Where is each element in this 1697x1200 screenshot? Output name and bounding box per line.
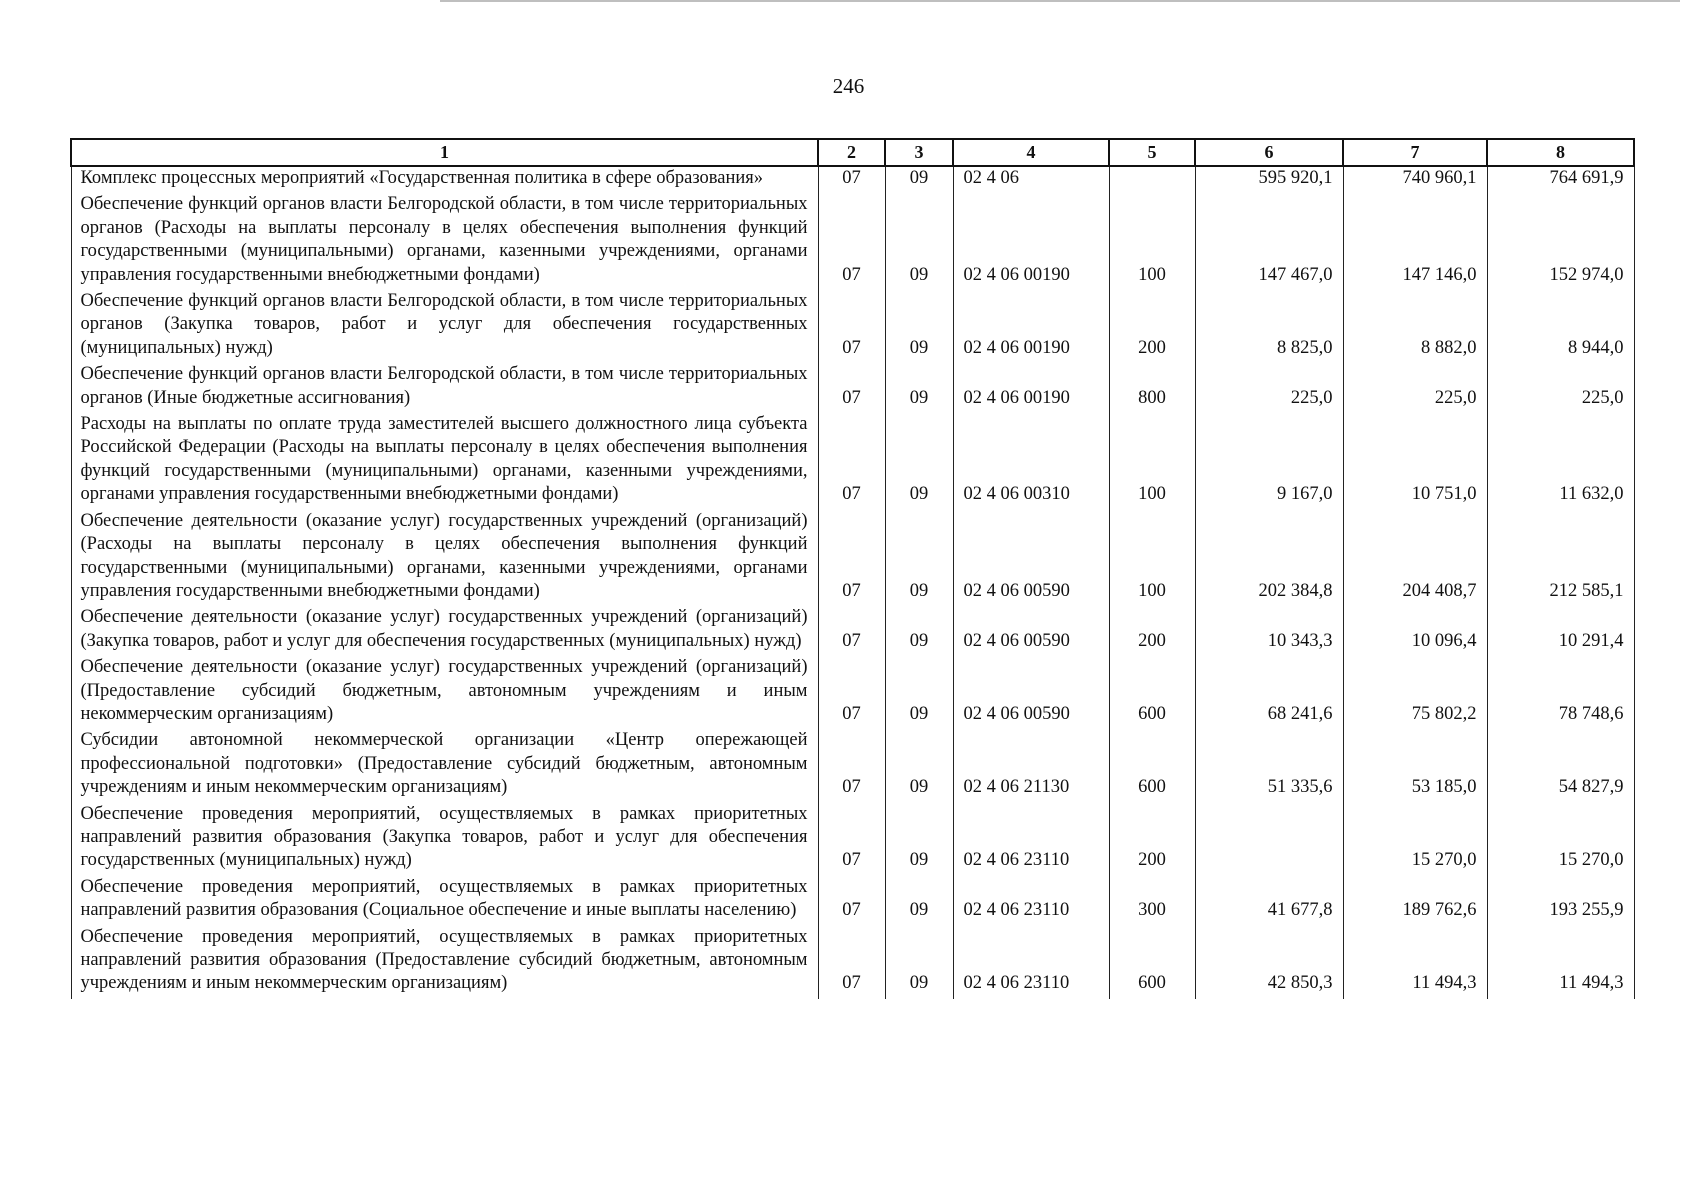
- target-article-code: 02 4 06 00590: [953, 656, 1109, 729]
- section-code: 07: [818, 803, 885, 876]
- amount-col-7: 15 270,0: [1343, 803, 1487, 876]
- expense-type-code: 800: [1109, 363, 1195, 413]
- expense-type-code: 600: [1109, 656, 1195, 729]
- header-cell: 8: [1487, 139, 1634, 166]
- section-code: 07: [818, 413, 885, 510]
- section-code: 07: [818, 193, 885, 290]
- table-row: [71, 166, 1634, 193]
- table-row: [71, 876, 1634, 926]
- expense-type-code: 100: [1109, 193, 1195, 290]
- target-article-code: 02 4 06 00190: [953, 193, 1109, 290]
- amount-col-7: 10 096,4: [1343, 606, 1487, 656]
- amount-col-6: 147 467,0: [1195, 193, 1343, 290]
- amount-col-6: 595 920,1: [1195, 166, 1343, 193]
- amount-col-6: [1195, 803, 1343, 876]
- page-number: 246: [832, 74, 865, 98]
- target-article-code: 02 4 06: [953, 166, 1109, 193]
- row-description: Обеспечение проведения мероприятий, осуществляемых в рамках приоритетных направлений развития образования (Предоставление субсидий бюджетным, автономным учреждениям и иным некоммерческим организациям): [71, 926, 818, 999]
- subsection-code: 09: [885, 193, 953, 290]
- header-cell: 6: [1195, 139, 1343, 166]
- subsection-code: 09: [885, 729, 953, 802]
- table-row: [71, 803, 1634, 876]
- expense-type-code: [1109, 166, 1195, 193]
- amount-col-8: 15 270,0: [1487, 803, 1634, 876]
- amount-col-6: 9 167,0: [1195, 413, 1343, 510]
- amount-col-7: 11 494,3: [1343, 926, 1487, 999]
- expense-type-code: 100: [1109, 413, 1195, 510]
- section-code: 07: [818, 510, 885, 607]
- header-cell: 5: [1109, 139, 1195, 166]
- amount-col-6: 68 241,6: [1195, 656, 1343, 729]
- row-description: Обеспечение деятельности (оказание услуг) государственных учреждений (организаций) (Расходы на выплаты персоналу в целях обеспечения выполнения функций государственными (муниципальными) органами, казенными учреждениями, органами управления государственными внебюджетными фондами): [71, 510, 818, 607]
- table-row: [71, 656, 1634, 729]
- row-description: Обеспечение проведения мероприятий, осуществляемых в рамках приоритетных направлений развития образования (Социальное обеспечение и иные выплаты населению): [71, 876, 818, 926]
- amount-col-7: 10 751,0: [1343, 413, 1487, 510]
- section-code: 07: [818, 926, 885, 999]
- subsection-code: 09: [885, 656, 953, 729]
- row-description: Субсидии автономной некоммерческой организации «Центр опережающей профессиональной подготовки» (Предоставление субсидий бюджетным, автономным учреждениям и иным некоммерческим организациям): [71, 729, 818, 802]
- amount-col-7: 8 882,0: [1343, 290, 1487, 363]
- row-description: Комплекс процессных мероприятий «Государственная политика в сфере образования»: [71, 166, 818, 193]
- subsection-code: 09: [885, 510, 953, 607]
- section-code: 07: [818, 606, 885, 656]
- table-row: [71, 926, 1634, 999]
- amount-col-7: 204 408,7: [1343, 510, 1487, 607]
- target-article-code: 02 4 06 23110: [953, 876, 1109, 926]
- expense-type-code: 200: [1109, 606, 1195, 656]
- budget-table: [70, 138, 1635, 999]
- target-article-code: 02 4 06 21130: [953, 729, 1109, 802]
- expense-type-code: 200: [1109, 803, 1195, 876]
- amount-col-6: 8 825,0: [1195, 290, 1343, 363]
- expense-type-code: 300: [1109, 876, 1195, 926]
- table-row: [71, 363, 1634, 413]
- table-header-row: [71, 139, 1634, 166]
- subsection-code: 09: [885, 876, 953, 926]
- amount-col-7: 189 762,6: [1343, 876, 1487, 926]
- subsection-code: 09: [885, 363, 953, 413]
- amount-col-7: 53 185,0: [1343, 729, 1487, 802]
- amount-col-8: 11 494,3: [1487, 926, 1634, 999]
- target-article-code: 02 4 06 23110: [953, 926, 1109, 999]
- amount-col-7: 225,0: [1343, 363, 1487, 413]
- row-description: Обеспечение проведения мероприятий, осуществляемых в рамках приоритетных направлений развития образования (Закупка товаров, работ и услуг для обеспечения государственных (муниципальных) нужд): [71, 803, 818, 876]
- table-row: [71, 193, 1634, 290]
- table-row: [71, 606, 1634, 656]
- subsection-code: 09: [885, 926, 953, 999]
- amount-col-6: 202 384,8: [1195, 510, 1343, 607]
- amount-col-8: 152 974,0: [1487, 193, 1634, 290]
- amount-col-7: 147 146,0: [1343, 193, 1487, 290]
- target-article-code: 02 4 06 00590: [953, 606, 1109, 656]
- header-cell: 7: [1343, 139, 1487, 166]
- table-row: [71, 729, 1634, 802]
- target-article-code: 02 4 06 00310: [953, 413, 1109, 510]
- table-row: [71, 413, 1634, 510]
- header-cell: 2: [818, 139, 885, 166]
- amount-col-6: 51 335,6: [1195, 729, 1343, 802]
- subsection-code: 09: [885, 290, 953, 363]
- section-code: 07: [818, 876, 885, 926]
- expense-type-code: 600: [1109, 729, 1195, 802]
- amount-col-8: 212 585,1: [1487, 510, 1634, 607]
- section-code: 07: [818, 290, 885, 363]
- target-article-code: 02 4 06 00190: [953, 290, 1109, 363]
- amount-col-8: 10 291,4: [1487, 606, 1634, 656]
- scan-top-rule: [440, 0, 1680, 2]
- section-code: 07: [818, 363, 885, 413]
- amount-col-6: 41 677,8: [1195, 876, 1343, 926]
- amount-col-7: 740 960,1: [1343, 166, 1487, 193]
- section-code: 07: [818, 166, 885, 193]
- section-code: 07: [818, 656, 885, 729]
- amount-col-8: 11 632,0: [1487, 413, 1634, 510]
- amount-col-7: 75 802,2: [1343, 656, 1487, 729]
- target-article-code: 02 4 06 23110: [953, 803, 1109, 876]
- header-cell: 3: [885, 139, 953, 166]
- subsection-code: 09: [885, 166, 953, 193]
- amount-col-6: 42 850,3: [1195, 926, 1343, 999]
- amount-col-8: 8 944,0: [1487, 290, 1634, 363]
- subsection-code: 09: [885, 803, 953, 876]
- amount-col-6: 10 343,3: [1195, 606, 1343, 656]
- row-description: Расходы на выплаты по оплате труда заместителей высшего должностного лица субъекта Российской Федерации (Расходы на выплаты персоналу в целях обеспечения выполнения функций государственными (муниципальными) органами, казенными учреждениями, органами управления государственными внебюджетными фондами): [71, 413, 818, 510]
- target-article-code: 02 4 06 00190: [953, 363, 1109, 413]
- row-description: Обеспечение функций органов власти Белгородской области, в том числе территориальных органов (Иные бюджетные ассигнования): [71, 363, 818, 413]
- table-row: [71, 510, 1634, 607]
- amount-col-8: 764 691,9: [1487, 166, 1634, 193]
- header-cell: 1: [71, 139, 818, 166]
- row-description: Обеспечение деятельности (оказание услуг) государственных учреждений (организаций) (Предоставление субсидий бюджетным, автономным учреждениям и иным некоммерческим организациям): [71, 656, 818, 729]
- target-article-code: 02 4 06 00590: [953, 510, 1109, 607]
- expense-type-code: 100: [1109, 510, 1195, 607]
- table-row: [71, 290, 1634, 363]
- row-description: Обеспечение функций органов власти Белгородской области, в том числе территориальных органов (Закупка товаров, работ и услуг для обеспечения государственных (муниципальных) нужд): [71, 290, 818, 363]
- header-cell: 4: [953, 139, 1109, 166]
- section-code: 07: [818, 729, 885, 802]
- amount-col-8: 78 748,6: [1487, 656, 1634, 729]
- amount-col-8: 225,0: [1487, 363, 1634, 413]
- amount-col-6: 225,0: [1195, 363, 1343, 413]
- row-description: Обеспечение деятельности (оказание услуг) государственных учреждений (организаций) (Закупка товаров, работ и услуг для обеспечения государственных (муниципальных) нужд): [71, 606, 818, 656]
- expense-type-code: 600: [1109, 926, 1195, 999]
- subsection-code: 09: [885, 413, 953, 510]
- expense-type-code: 200: [1109, 290, 1195, 363]
- subsection-code: 09: [885, 606, 953, 656]
- amount-col-8: 193 255,9: [1487, 876, 1634, 926]
- amount-col-8: 54 827,9: [1487, 729, 1634, 802]
- row-description: Обеспечение функций органов власти Белгородской области, в том числе территориальных органов (Расходы на выплаты персоналу в целях обеспечения выполнения функций государственными (муниципальными) органами, казенными учреждениями, органами управления государственными внебюджетными фондами): [71, 193, 818, 290]
